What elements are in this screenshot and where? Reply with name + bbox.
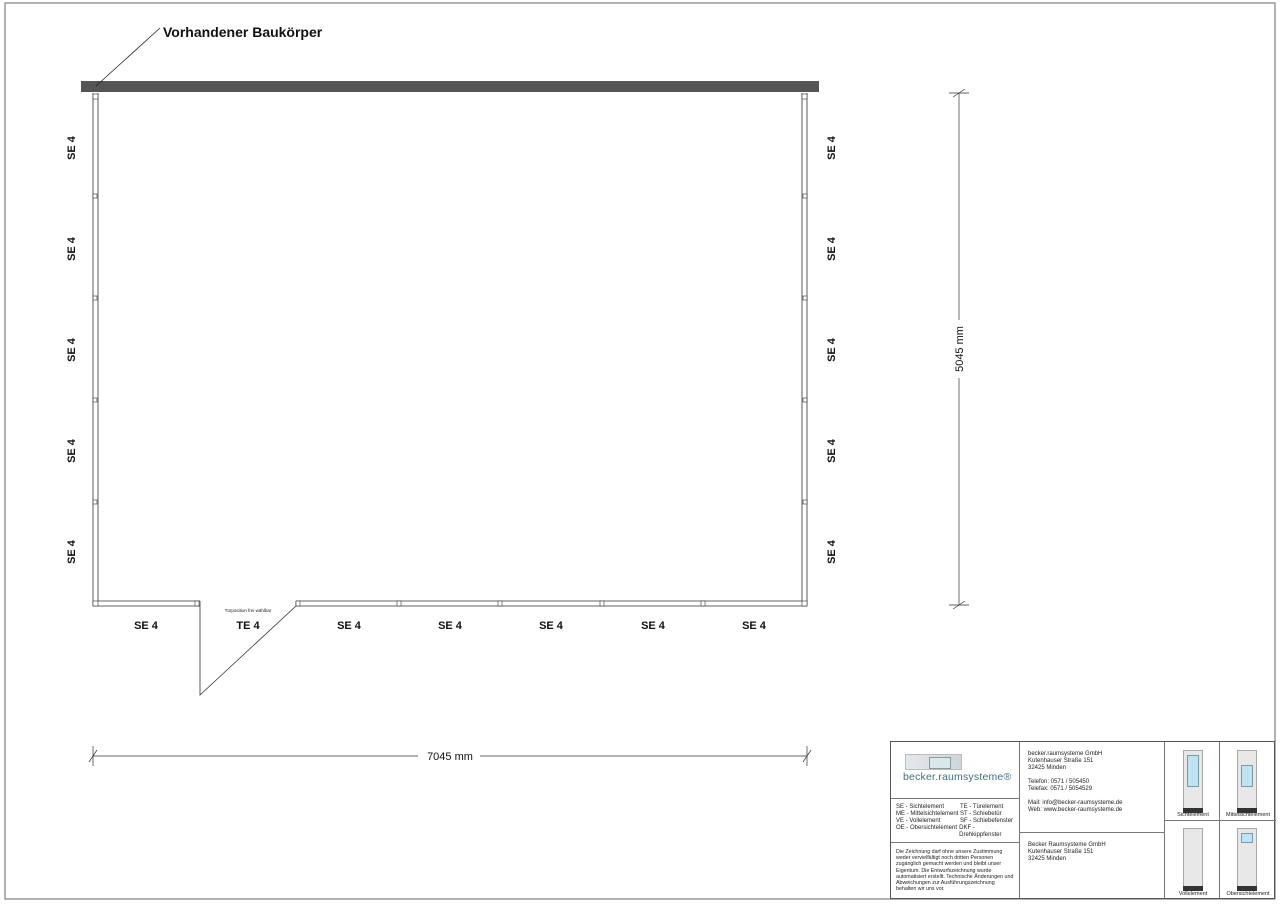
customer-line: 32425 Minden bbox=[1028, 856, 1067, 862]
panel-caption: Vollelement bbox=[1178, 891, 1208, 897]
title-block bbox=[890, 741, 1275, 899]
legend-item: DKF - Drehkippfenster bbox=[959, 825, 1002, 838]
right-wall-label: SE 4 bbox=[826, 338, 838, 362]
logo-text: becker.raumsysteme® bbox=[903, 771, 1012, 783]
right-wall-label: SE 4 bbox=[826, 136, 838, 160]
front-wall-label: SE 4 bbox=[742, 620, 766, 632]
right-wall-label: SE 4 bbox=[826, 439, 838, 463]
abbreviation-legend bbox=[896, 804, 1018, 839]
panel-vollelement bbox=[1183, 828, 1203, 888]
left-wall-label: SE 4 bbox=[66, 540, 78, 564]
panel-caption: Mittelsichtelement bbox=[1225, 812, 1271, 818]
front-wall-label: SE 4 bbox=[337, 620, 361, 632]
door-note: Türposition frei wählbar bbox=[224, 608, 272, 613]
left-wall-label: SE 4 bbox=[66, 338, 78, 362]
website: Web: www.becker-raumsysteme.de bbox=[1028, 807, 1123, 813]
customer-line: Kutenhauser Straße 151 bbox=[1028, 849, 1094, 855]
legend-item: ST - Schiebetür bbox=[960, 811, 1002, 817]
legend-item: ME - Mittelsichtelement bbox=[896, 811, 959, 817]
left-wall-label: SE 4 bbox=[66, 237, 78, 261]
front-wall-label: SE 4 bbox=[641, 620, 665, 632]
panel-mittelsichtelement bbox=[1237, 750, 1257, 810]
email: Mail: info@becker-raumsysteme.de bbox=[1028, 800, 1123, 806]
front-wall-label: SE 4 bbox=[438, 620, 462, 632]
left-wall-label: SE 4 bbox=[66, 136, 78, 160]
address-line: 32425 Minden bbox=[1028, 765, 1067, 771]
disclaimer: Die Zeichnung darf ohne unsere Zustimmung weder vervielfältigt noch dritten Personen zugänglich gemacht werden und bleibt unser Eigentum. Die Entwurfszeichnung wurde automatisiert erstellt. Technische Änderungen und Abweichungen zur Ausführungszeichnung behalten wir uns vor. bbox=[896, 849, 1014, 893]
wall-posts bbox=[93, 94, 807, 606]
fax: Telefax: 0571 / 5054529 bbox=[1028, 786, 1093, 792]
legend-item: TE - Türelement bbox=[960, 804, 1004, 810]
legend-item: VE - Vollelement bbox=[896, 818, 941, 824]
panel-obersichtelement bbox=[1237, 828, 1257, 888]
company-logo bbox=[891, 742, 1019, 798]
leader-line bbox=[96, 28, 160, 86]
panel-caption: Sichtelement bbox=[1177, 812, 1209, 818]
room-outline bbox=[93, 93, 807, 606]
right-wall-label: SE 4 bbox=[826, 540, 838, 564]
left-wall-label: SE 4 bbox=[66, 439, 78, 463]
legend-item: SF - Schiebefenster bbox=[960, 818, 1014, 824]
depth-dimension-label: 5045 mm bbox=[954, 326, 966, 372]
address-line: becker.raumsysteme GmbH bbox=[1028, 751, 1103, 757]
customer-line: Becker Raumsysteme GmbH bbox=[1028, 842, 1106, 848]
width-dimension-label: 7045 mm bbox=[427, 751, 473, 763]
company-address bbox=[1028, 751, 1158, 814]
front-wall-label: SE 4 bbox=[134, 620, 158, 632]
front-wall-label: SE 4 bbox=[539, 620, 563, 632]
phone: Telefon: 0571 / 505450 bbox=[1028, 779, 1090, 785]
legend-item: OE - Obersichtelement bbox=[896, 825, 958, 831]
existing-building-wall bbox=[81, 81, 819, 92]
existing-building-label: Vorhandener Baukörper bbox=[163, 24, 323, 40]
right-wall-label: SE 4 bbox=[826, 237, 838, 261]
legend-item: SE - Sichtelement bbox=[896, 804, 945, 810]
customer-address bbox=[1028, 842, 1158, 863]
panel-caption: Obersichtelement bbox=[1226, 891, 1270, 897]
front-wall-label: TE 4 bbox=[236, 620, 260, 632]
address-line: Kutenhauser Straße 151 bbox=[1028, 758, 1094, 764]
panel-sichtelement bbox=[1183, 750, 1203, 810]
